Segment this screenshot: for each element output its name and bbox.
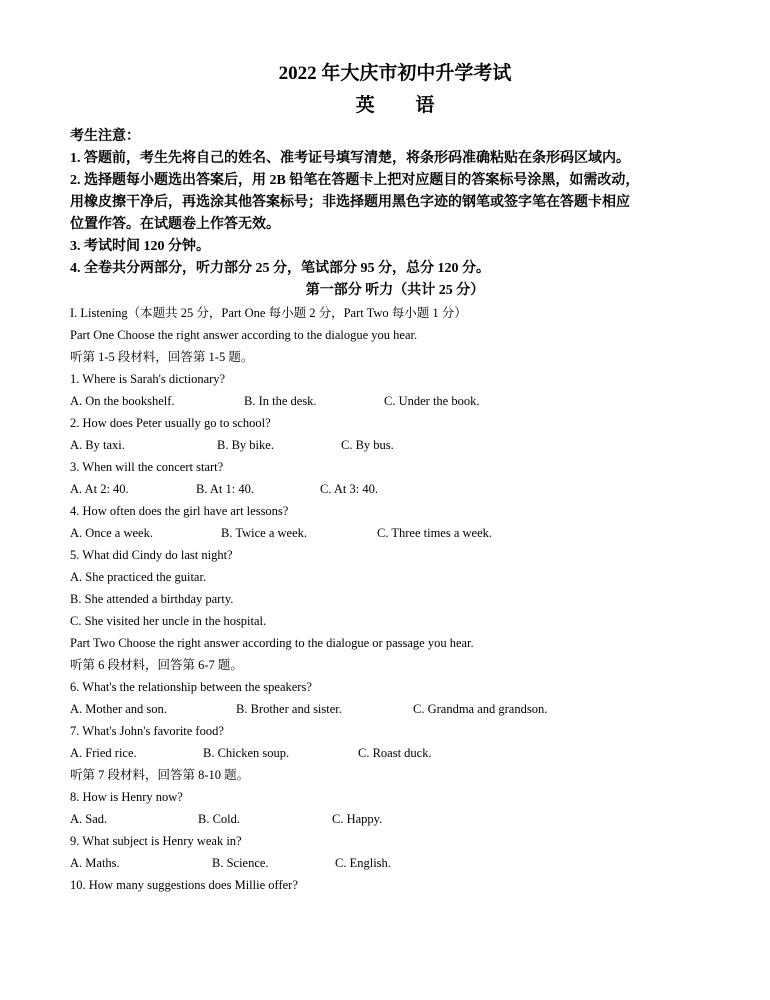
question-text: 9. What subject is Henry weak in? (70, 834, 242, 848)
notice-item: 1. 答题前，考生先将自己的姓名、准考证号填写清楚，将条形码准确粘贴在条形码区域内。 (70, 151, 630, 166)
option-a: A. Sad. (70, 812, 108, 826)
question-text: 4. How often does the girl have art lessons? (70, 504, 289, 518)
notice-item: 2. 选择题每小题选出答案后，用 2B 铅笔在答题卡上把对应题目的答案标号涂黑，如需改动， (70, 173, 640, 188)
group-note: 听第 6 段材料，回答第 6-7 题。 (70, 658, 243, 672)
question-text: 5. What did Cindy do last night? (70, 548, 233, 562)
option-c: C. Grandma and grandson. (413, 702, 548, 716)
option-b: B. Brother and sister. (236, 702, 342, 716)
question-options (70, 698, 700, 720)
question-options (70, 434, 700, 456)
notice-item: 4. 全卷共分两部分，听力部分 25 分，笔试部分 95 分，总分 120 分。 (70, 261, 490, 276)
option-b: B. In the desk. (244, 394, 317, 408)
option-a: A. Mother and son. (70, 702, 167, 716)
exam-page (70, 60, 700, 896)
question-options (70, 390, 700, 412)
part-one-instruction: Part One Choose the right answer according to the dialogue you hear. (70, 328, 418, 342)
option-a: A. On the bookshelf. (70, 394, 175, 408)
option-b: B. Chicken soup. (203, 746, 290, 760)
exam-title: 2022 年大庆市初中升学考试 (278, 63, 512, 84)
option-c: C. Under the book. (384, 394, 480, 408)
part-two-instruction: Part Two Choose the right answer according to the dialogue or passage you hear. (70, 636, 474, 650)
option-b: B. Twice a week. (221, 526, 308, 540)
option-b: B. By bike. (217, 438, 274, 452)
listening-section-label: I. Listening（本题共 25 分，Part One 每小题 2 分，Part Two 每小题 1 分） (70, 306, 467, 320)
question-options (70, 742, 700, 764)
question-options (70, 478, 700, 500)
option-c: C. Three times a week. (377, 526, 493, 540)
option-c: C. By bus. (341, 438, 394, 452)
option-c: C. She visited her uncle in the hospital. (70, 614, 267, 628)
option-b: B. At 1: 40. (196, 482, 254, 496)
option-b: B. Cold. (198, 812, 241, 826)
question-text: 10. How many suggestions does Millie offer? (70, 878, 298, 892)
option-c: C. Roast duck. (358, 746, 432, 760)
notice-item: 位置作答。在试题卷上作答无效。 (70, 217, 280, 232)
option-a: A. Maths. (70, 856, 120, 870)
option-a: A. Fried rice. (70, 746, 137, 760)
option-a: A. By taxi. (70, 438, 125, 452)
question-text: 6. What's the relationship between the speakers? (70, 680, 312, 694)
question-options (70, 522, 700, 544)
option-a: A. At 2: 40. (70, 482, 129, 496)
option-b: B. She attended a birthday party. (70, 592, 234, 606)
question-options (70, 852, 700, 874)
question-text: 8. How is Henry now? (70, 790, 183, 804)
question-text: 2. How does Peter usually go to school? (70, 416, 271, 430)
notice-item: 3. 考试时间 120 分钟。 (70, 239, 210, 254)
group-note: 听第 1-5 段材料，回答第 1-5 题。 (70, 350, 254, 364)
question-text: 1. Where is Sarah's dictionary? (70, 372, 226, 386)
notice-item: 用橡皮擦干净后，再选涂其他答案标号；非选择题用黑色字迹的钢笔或签字笔在答题卡相应 (70, 195, 630, 210)
notice-section (70, 126, 700, 280)
option-a: A. Once a week. (70, 526, 153, 540)
question-options (70, 808, 700, 830)
group-note: 听第 7 段材料，回答第 8-10 题。 (70, 768, 250, 782)
option-c: C. Happy. (332, 812, 383, 826)
option-a: A. She practiced the guitar. (70, 570, 207, 584)
option-b: B. Science. (212, 856, 269, 870)
question-text: 3. When will the concert start? (70, 460, 224, 474)
option-c: C. At 3: 40. (320, 482, 378, 496)
part-one-heading: 第一部分 听力（共计 25 分） (305, 283, 485, 298)
option-c: C. English. (335, 856, 391, 870)
question-text: 7. What's John's favorite food? (70, 724, 224, 738)
notice-heading: 考生注意： (70, 129, 140, 144)
subject-title: 英 语 (355, 95, 453, 116)
